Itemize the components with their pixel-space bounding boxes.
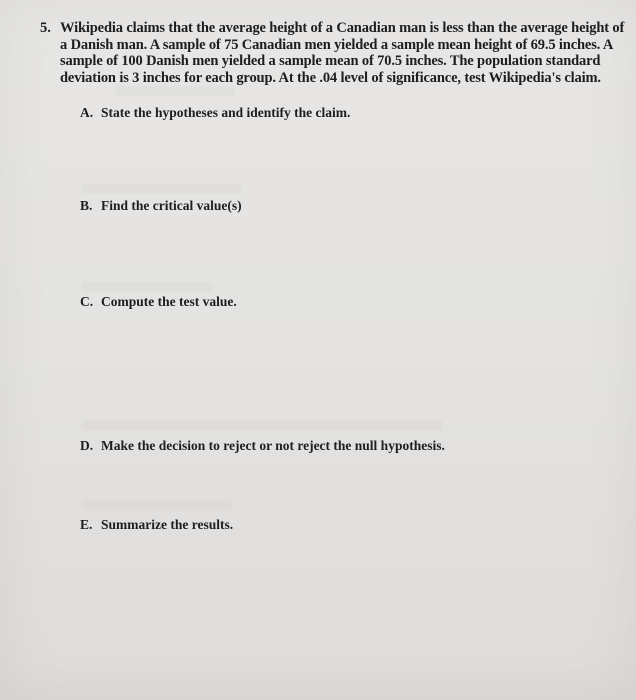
part-b-letter: B. <box>80 198 93 213</box>
problem-statement: Wikipedia claims that the average height of a Canadian man is less than the average height of a Danish man. A sample of 75 Canadian men yielded a sample mean height of 69.5 inches. A sample of 100 Danish men yielded a sample mean of 70.5 inches. The population standard deviation is 3 inches for each group. At the .04 level of significance, test Wikipedia's claim. <box>60 20 625 86</box>
part-a <box>80 105 350 121</box>
bleed-through-ghost <box>82 500 232 510</box>
part-e-text: Summarize the results. <box>101 517 234 532</box>
part-d <box>80 438 445 454</box>
part-c-text: Compute the test value. <box>101 294 237 309</box>
bleed-through-ghost <box>82 420 442 430</box>
problem-number: 5. <box>40 20 51 36</box>
part-c-letter: C. <box>80 294 94 309</box>
part-a-letter: A. <box>80 105 94 120</box>
part-b-text: Find the critical value(s) <box>101 198 242 213</box>
part-c <box>80 294 237 310</box>
bleed-through-ghost <box>82 282 212 292</box>
part-b <box>80 198 242 214</box>
part-e-letter: E. <box>80 517 93 532</box>
part-d-letter: D. <box>80 438 94 453</box>
part-e <box>80 517 233 533</box>
problem-5 <box>40 20 630 86</box>
part-d-text: Make the decision to reject or not reject the null hypothesis. <box>101 438 445 453</box>
bleed-through-ghost <box>82 184 242 194</box>
bleed-through-ghost <box>115 86 235 96</box>
part-a-text: State the hypotheses and identify the claim. <box>101 105 351 120</box>
